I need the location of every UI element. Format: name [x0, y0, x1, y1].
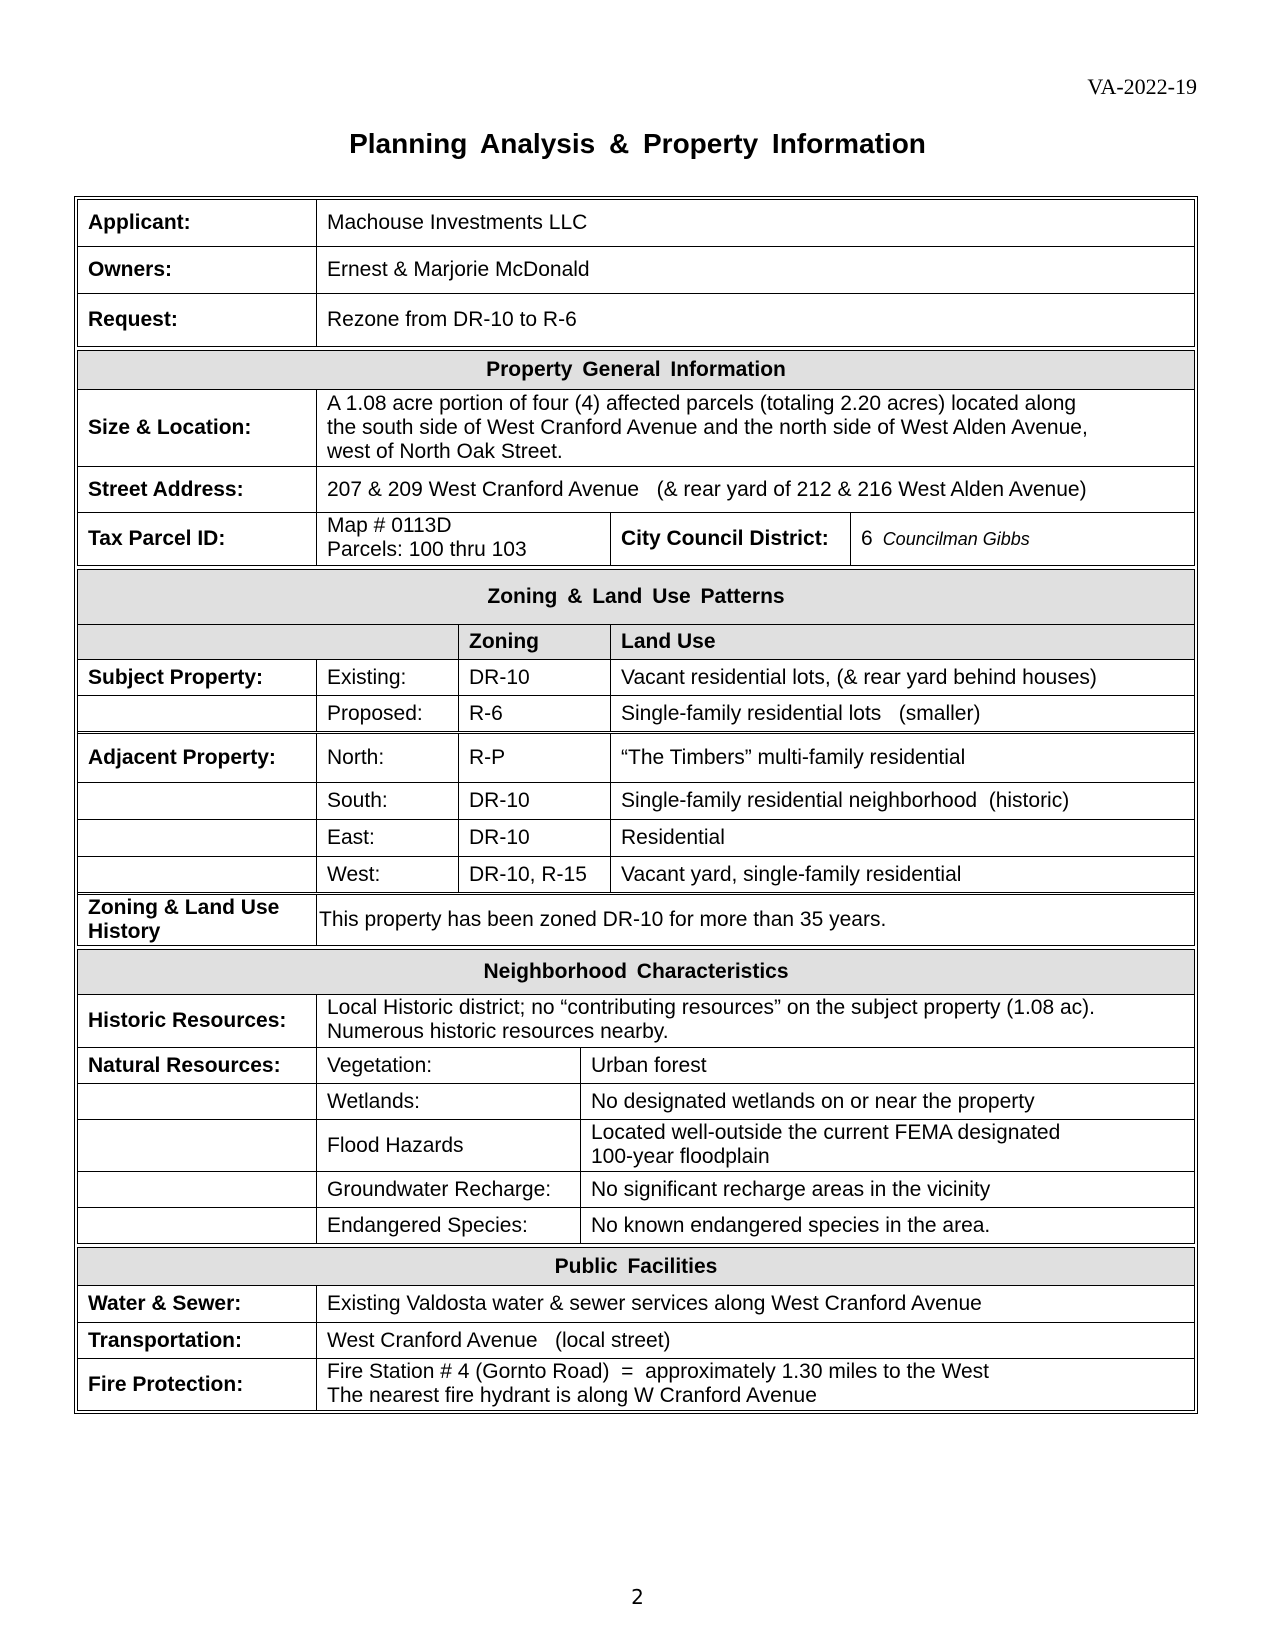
row-zoning: DR-10	[458, 660, 610, 695]
fire-protection-label: Fire Protection:	[88, 1372, 244, 1396]
row-zoning: DR-10	[458, 820, 610, 856]
parcel-numbers: Parcels: 100 thru 103	[327, 538, 527, 561]
neighborhood-section	[77, 949, 1195, 1244]
street-address-row	[78, 466, 1194, 512]
text-line: History	[88, 920, 161, 943]
table-row	[78, 659, 1194, 695]
row-direction: Existing:	[316, 660, 458, 695]
text-line: 100-year floodplain	[591, 1145, 770, 1168]
size-location-value	[316, 390, 1194, 466]
table-row	[78, 695, 1194, 731]
text-line: A 1.08 acre portion of four (4) affected parcels (totaling 2.20 acres) located along	[327, 392, 1077, 415]
text-line: Fire Station # 4 (Gornto Road) = approximately 1.30 miles to the West	[327, 1360, 990, 1383]
request-label: Request:	[88, 308, 178, 331]
row-direction: South:	[316, 783, 458, 819]
text-line: Zoning & Land Use	[88, 896, 280, 919]
table-row	[78, 819, 1194, 856]
transportation-value: West Cranford Avenue (local street)	[316, 1323, 1194, 1358]
empty-cell	[78, 1120, 316, 1171]
page-title: Planning Analysis & Property Information	[349, 128, 926, 159]
section-heading: Neighborhood Characteristics	[78, 950, 1194, 994]
zoning-history-label	[78, 895, 316, 945]
request-row	[78, 293, 1194, 346]
text-line: Local Historic district; no “contributing resources” on the subject property (1.08 ac).	[327, 996, 1096, 1019]
section-heading-row	[78, 570, 1194, 624]
section-heading: Property General Information	[78, 351, 1194, 389]
row-zoning: DR-10, R-15	[458, 857, 610, 892]
council-district-number: 6	[861, 527, 873, 550]
council-district-value	[850, 513, 1194, 565]
tax-parcel-value	[316, 513, 610, 565]
empty-cell	[78, 820, 316, 856]
row-land-use: Vacant yard, single-family residential	[610, 857, 1194, 892]
fire-protection-row	[78, 1358, 1194, 1410]
page-number: 2	[631, 1585, 644, 1609]
text-line: west of North Oak Street.	[327, 440, 563, 463]
text-line: Located well-outside the current FEMA designated	[591, 1121, 1061, 1144]
row-land-use: “The Timbers” multi-family residential	[610, 734, 1194, 782]
applicant-section	[77, 199, 1195, 347]
row-land-use: Single-family residential lots (smaller)	[610, 696, 1194, 731]
text-line: The nearest fire hydrant is along W Cranford Avenue	[327, 1384, 817, 1407]
empty-cell	[78, 696, 316, 731]
document-id: VA-2022-19	[1087, 74, 1197, 99]
subject-property-label: Subject Property:	[88, 665, 264, 689]
section-heading: Public Facilities	[78, 1248, 1194, 1285]
text-line: the south side of West Cranford Avenue and the north side of West Alden Avenue,	[327, 416, 1088, 439]
street-address-value: 207 & 209 West Cranford Avenue (& rear yard of 212 & 216 West Alden Avenue)	[316, 467, 1194, 512]
applicant-value: Machouse Investments LLC	[316, 200, 1194, 246]
zoning-section	[77, 569, 1195, 946]
table-row	[78, 1047, 1194, 1083]
empty-cell	[78, 783, 316, 819]
applicant-label: Applicant:	[88, 211, 191, 234]
fire-protection-value	[316, 1359, 1194, 1410]
owners-value: Ernest & Marjorie McDonald	[316, 247, 1194, 293]
table-row	[78, 1207, 1194, 1243]
resource-value	[580, 1120, 1194, 1171]
table-row	[78, 1171, 1194, 1207]
row-zoning: R-P	[458, 734, 610, 782]
empty-cell	[78, 1208, 316, 1243]
row-direction: North:	[316, 734, 458, 782]
zoning-history-row	[78, 892, 1194, 945]
table-row	[78, 1083, 1194, 1119]
section-heading: Zoning & Land Use Patterns	[78, 570, 1194, 624]
row-zoning: DR-10	[458, 783, 610, 819]
land-use-column-header: Land Use	[610, 625, 1194, 659]
resource-item: Wetlands:	[316, 1084, 580, 1119]
councilman-name: Councilman Gibbs	[882, 529, 1030, 549]
empty-cell	[78, 857, 316, 892]
size-location-label: Size & Location:	[88, 416, 252, 439]
property-info-table	[74, 196, 1198, 1414]
transportation-label: Transportation:	[88, 1328, 243, 1352]
tax-parcel-row	[78, 512, 1194, 565]
empty-cell	[78, 1172, 316, 1207]
row-zoning: R-6	[458, 696, 610, 731]
row-direction: East:	[316, 820, 458, 856]
table-row	[78, 1119, 1194, 1171]
transportation-row	[78, 1322, 1194, 1358]
resource-value: No designated wetlands on or near the property	[580, 1084, 1194, 1119]
tax-parcel-label: Tax Parcel ID:	[88, 527, 226, 550]
owners-label: Owners:	[88, 258, 173, 281]
table-row	[78, 856, 1194, 892]
water-sewer-row	[78, 1285, 1194, 1322]
natural-resources-label: Natural Resources:	[88, 1053, 281, 1077]
resource-value: Urban forest	[580, 1048, 1194, 1083]
adjacent-property-label: Adjacent Property:	[88, 746, 276, 769]
owners-row	[78, 246, 1194, 293]
map-number: Map # 0113D	[327, 514, 452, 537]
size-location-row	[78, 389, 1194, 466]
section-heading-row	[78, 950, 1194, 994]
resource-value: No known endangered species in the area.	[580, 1208, 1194, 1243]
section-heading-row	[78, 351, 1194, 389]
resource-item: Flood Hazards	[316, 1120, 580, 1171]
water-sewer-label: Water & Sewer:	[88, 1292, 242, 1315]
row-direction: Proposed:	[316, 696, 458, 731]
resource-value: No significant recharge areas in the vicinity	[580, 1172, 1194, 1207]
public-facilities-section	[77, 1247, 1195, 1411]
resource-item: Vegetation:	[316, 1048, 580, 1083]
historic-resources-row	[78, 994, 1194, 1047]
row-land-use: Vacant residential lots, (& rear yard behind houses)	[610, 660, 1194, 695]
zoning-column-header-row	[78, 624, 1194, 659]
text-line: Numerous historic resources nearby.	[327, 1020, 669, 1043]
row-land-use: Single-family residential neighborhood (historic)	[610, 783, 1194, 819]
request-value: Rezone from DR-10 to R-6	[316, 294, 1194, 346]
section-heading-row	[78, 1248, 1194, 1285]
table-row	[78, 782, 1194, 819]
row-land-use: Residential	[610, 820, 1194, 856]
historic-resources-value	[316, 995, 1194, 1047]
resource-item: Endangered Species:	[316, 1208, 580, 1243]
empty-header-cell	[78, 625, 458, 659]
historic-resources-label: Historic Resources:	[88, 1009, 287, 1032]
empty-cell	[78, 1084, 316, 1119]
zoning-column-header: Zoning	[458, 625, 610, 659]
property-general-section	[77, 350, 1195, 566]
resource-item: Groundwater Recharge:	[316, 1172, 580, 1207]
zoning-history-value: This property has been zoned DR-10 for more than 35 years.	[316, 895, 1194, 945]
applicant-row	[78, 200, 1194, 246]
water-sewer-value: Existing Valdosta water & sewer services along West Cranford Avenue	[316, 1286, 1194, 1322]
table-row	[78, 731, 1194, 782]
row-direction: West:	[316, 857, 458, 892]
street-address-label: Street Address:	[88, 477, 244, 501]
council-district-label: City Council District:	[610, 513, 850, 565]
